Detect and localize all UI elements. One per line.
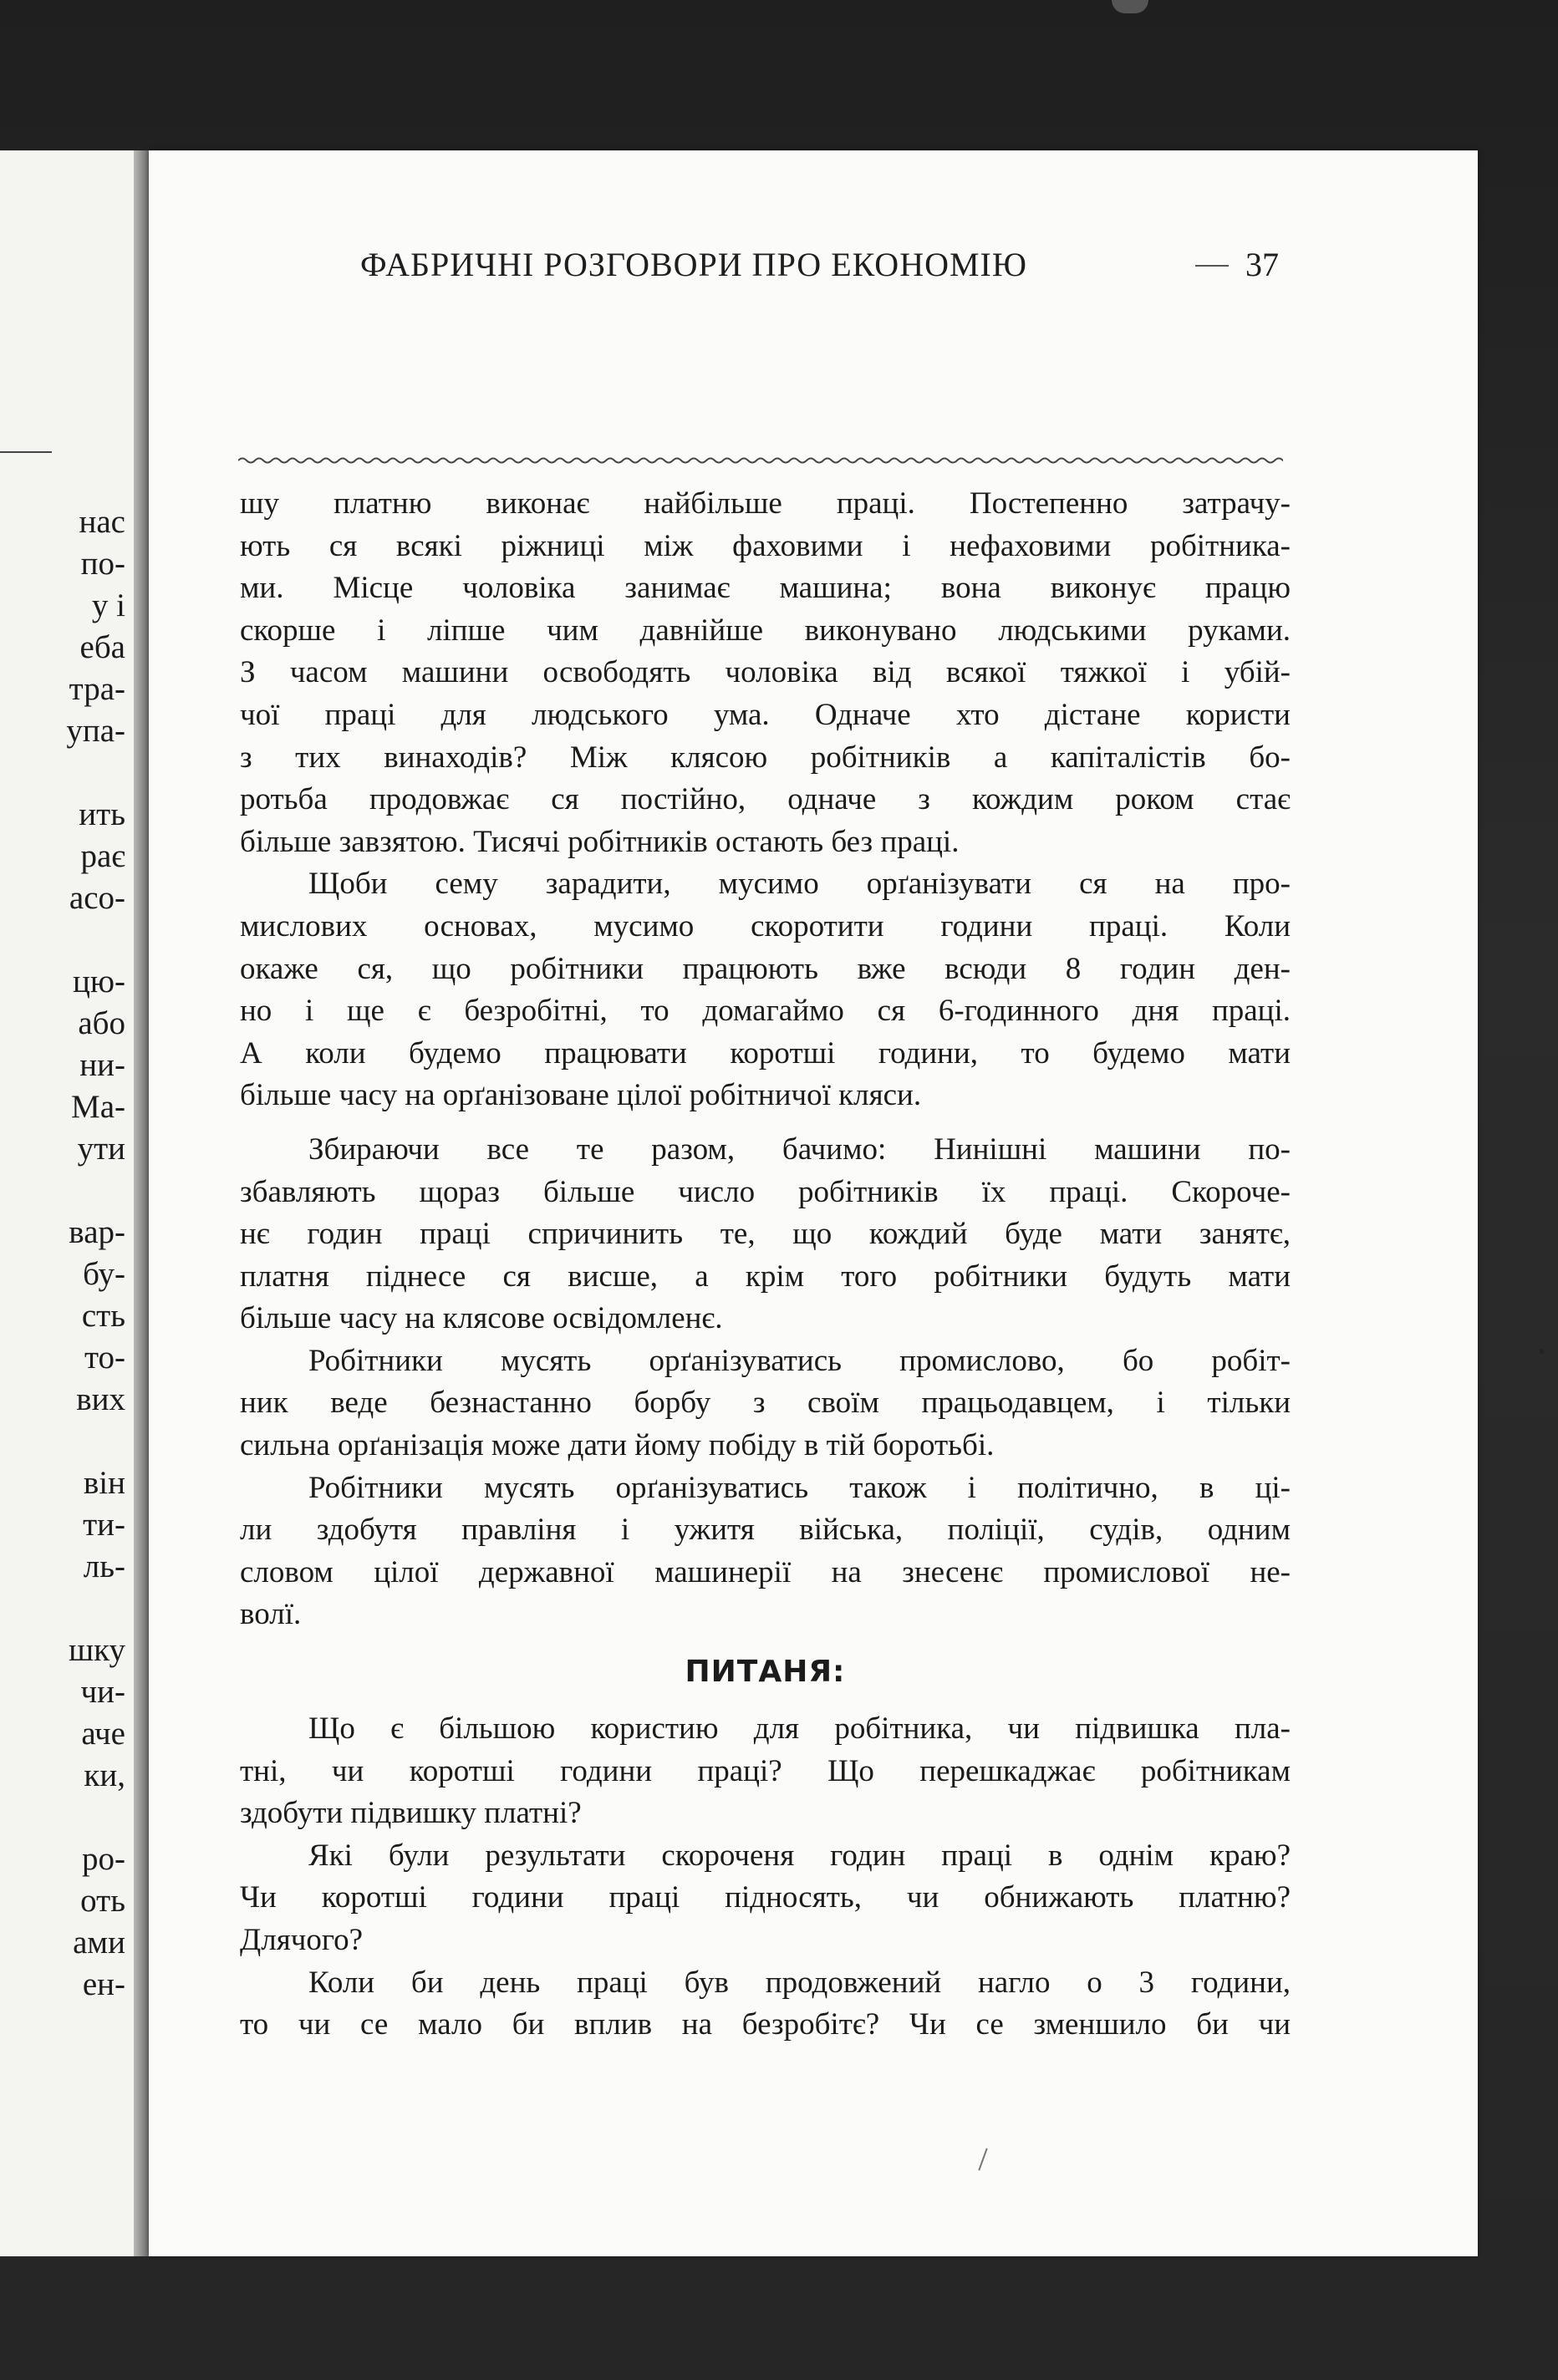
- text-line: ник веде безнастанно борбу з своїм працьодавцем, і тільки: [240, 1386, 1291, 1421]
- left-page-line: оть: [80, 1883, 125, 1919]
- question-paragraph: [240, 1962, 1291, 2047]
- text-line: ють ся всякі ріжниці між фаховими і нефаховими робітника-: [240, 528, 1291, 563]
- text-line: ротьба продовжає ся постійно, одначе з кождим роком стає: [240, 782, 1291, 817]
- left-page-line: ки,: [84, 1757, 125, 1793]
- left-page-line: шку: [69, 1632, 125, 1668]
- left-page-rule: [0, 451, 52, 456]
- paragraph-gap: [240, 1117, 1291, 1129]
- left-page-line: нас: [79, 504, 125, 540]
- left-page-line: [0, 1170, 125, 1212]
- left-page-line: чи-: [80, 1674, 125, 1710]
- text-line: платня піднесе ся висше, а крім того робітники будуть мати: [240, 1259, 1291, 1294]
- text-line: шу платню виконає найбільше праці. Постепенно затрачу-: [240, 486, 1291, 521]
- question-paragraph: [240, 1835, 1291, 1962]
- text-line: тні, чи коротші години праці? Що перешкаджає робітникам: [240, 1753, 1291, 1788]
- left-page-line: тра-: [69, 671, 125, 707]
- left-page-line: сть: [81, 1298, 125, 1334]
- paragraph: [240, 863, 1291, 1117]
- left-page-line: ль-: [83, 1549, 125, 1584]
- text-line: скорше і ліпше чим давнійше виконувано людськими руками.: [240, 613, 1291, 648]
- left-page-line: асо-: [69, 880, 125, 916]
- left-page-line: [0, 1588, 125, 1630]
- paragraph: [240, 1340, 1291, 1467]
- paragraph: [240, 483, 1291, 863]
- text-line: Коли би день праці був продовжений нагло о 3 години,: [308, 1965, 1291, 2000]
- left-page-line: [0, 1421, 125, 1462]
- left-page-line: то-: [84, 1340, 125, 1376]
- text-line: Робітники мусять орґанізуватись промислово, бо робіт-: [308, 1343, 1291, 1378]
- left-page-line: рає: [80, 838, 125, 874]
- left-page-line: бу-: [83, 1256, 125, 1292]
- left-page-line: ен-: [82, 1966, 125, 2002]
- left-page-line: по-: [80, 546, 125, 582]
- page-body: [240, 483, 1291, 2047]
- text-line: більше часу на клясове освідомленє.: [240, 1301, 723, 1336]
- text-line: Робітники мусять орґанізуватись також і політично, в ці-: [308, 1470, 1291, 1505]
- text-line: мислових основах, мусимо скоротити години праці. Коли: [240, 908, 1291, 943]
- text-line: Чи коротші години праці підносять, чи обнижають платню?: [240, 1880, 1291, 1915]
- text-line: сильна орґанізація може дати йому побіду в тій боротьбі.: [240, 1428, 995, 1463]
- left-page-line: вар-: [69, 1214, 125, 1250]
- left-page-line: аче: [81, 1716, 125, 1752]
- text-line: здобути підвишку платні?: [240, 1796, 582, 1831]
- text-line: Збираючи все те разом, бачимо: Нинішні машини по-: [308, 1132, 1291, 1167]
- left-page-line: або: [78, 1005, 125, 1041]
- left-page-line: вих: [76, 1381, 125, 1417]
- left-page-line: у і: [91, 587, 125, 623]
- left-page-line: ить: [79, 796, 125, 832]
- questions-heading: ПИТАНЯ:: [685, 1655, 846, 1690]
- scan-speck: [1540, 1349, 1544, 1354]
- left-page-line: еба: [79, 629, 125, 665]
- left-page-text: [0, 501, 125, 2006]
- header-dash: [1195, 265, 1229, 267]
- text-line: нє годин праці спричинить те, що кождий буде мати занятє,: [240, 1217, 1291, 1252]
- question-paragraph: [240, 1708, 1291, 1835]
- text-line: словом цілої державної машинерії на знесенє промислової не-: [240, 1554, 1291, 1589]
- running-title: ФАБРИЧНІ РОЗГОВОРИ ПРО ЕКОНОМІЮ: [360, 246, 1027, 283]
- text-line: З часом машини освободять чоловіка від всякої тяжкої і убій-: [240, 655, 1291, 690]
- page-number: 37: [1245, 246, 1279, 283]
- page-header: [238, 245, 1283, 303]
- text-line: но і ще є безробітні, то домагаймо ся 6-годинного дня праці.: [240, 994, 1291, 1029]
- left-page-line: ути: [77, 1131, 125, 1167]
- left-page-line: [0, 919, 125, 961]
- text-line: ли здобутя правліня і ужитя війська, поліції, судів, одним: [240, 1513, 1291, 1548]
- header-wavy-rule: [238, 455, 1283, 466]
- left-page-line: ами: [73, 1925, 125, 1960]
- text-line: з тих винаходів? Між клясою робітників а капіталістів бо-: [240, 740, 1291, 775]
- text-line: ми. Місце чоловіка занимає машина; вона виконує працю: [240, 571, 1291, 606]
- text-line: окаже ся, що робітники працюють вже всюди 8 годин ден-: [240, 951, 1291, 986]
- left-page-line: [0, 1797, 125, 1838]
- left-page-line: [0, 752, 125, 794]
- text-line: чої праці для людського ума. Одначе хто дістане користи: [240, 697, 1291, 732]
- left-page-line: Ма-: [71, 1089, 125, 1125]
- text-line: збавляють щораз більше число робітників їх праці. Скороче-: [240, 1174, 1291, 1209]
- paragraph: [240, 1129, 1291, 1340]
- text-line: Длячого?: [240, 1923, 364, 1957]
- left-page-line: ро-: [82, 1841, 125, 1877]
- text-line: волї.: [240, 1597, 302, 1632]
- text-line: Щоби сему зарадити, мусимо орґанізувати ся на про-: [308, 867, 1291, 902]
- text-line: більше завзятою. Тисячі робітників остають без праці.: [240, 824, 960, 859]
- text-line: Які були результати скороченя годин праці в однім краю?: [308, 1838, 1291, 1873]
- text-line: то чи се мало би вплив на безробітє? Чи се зменшило би чи: [240, 2007, 1291, 2042]
- text-line: А коли будемо працювати коротші години, то будемо мати: [240, 1035, 1291, 1070]
- text-line: більше часу на орґанізоване цілої робітничої кляси.: [240, 1078, 922, 1113]
- left-page-line: упа-: [66, 713, 125, 749]
- text-line: Що є більшою користию для робітника, чи підвишка пла-: [308, 1711, 1291, 1747]
- left-page-line: він: [83, 1465, 125, 1501]
- left-page-line: ти-: [83, 1507, 125, 1543]
- left-page-line: цю-: [73, 964, 125, 999]
- left-page-line: ни-: [79, 1047, 125, 1083]
- paragraph: [240, 1467, 1291, 1636]
